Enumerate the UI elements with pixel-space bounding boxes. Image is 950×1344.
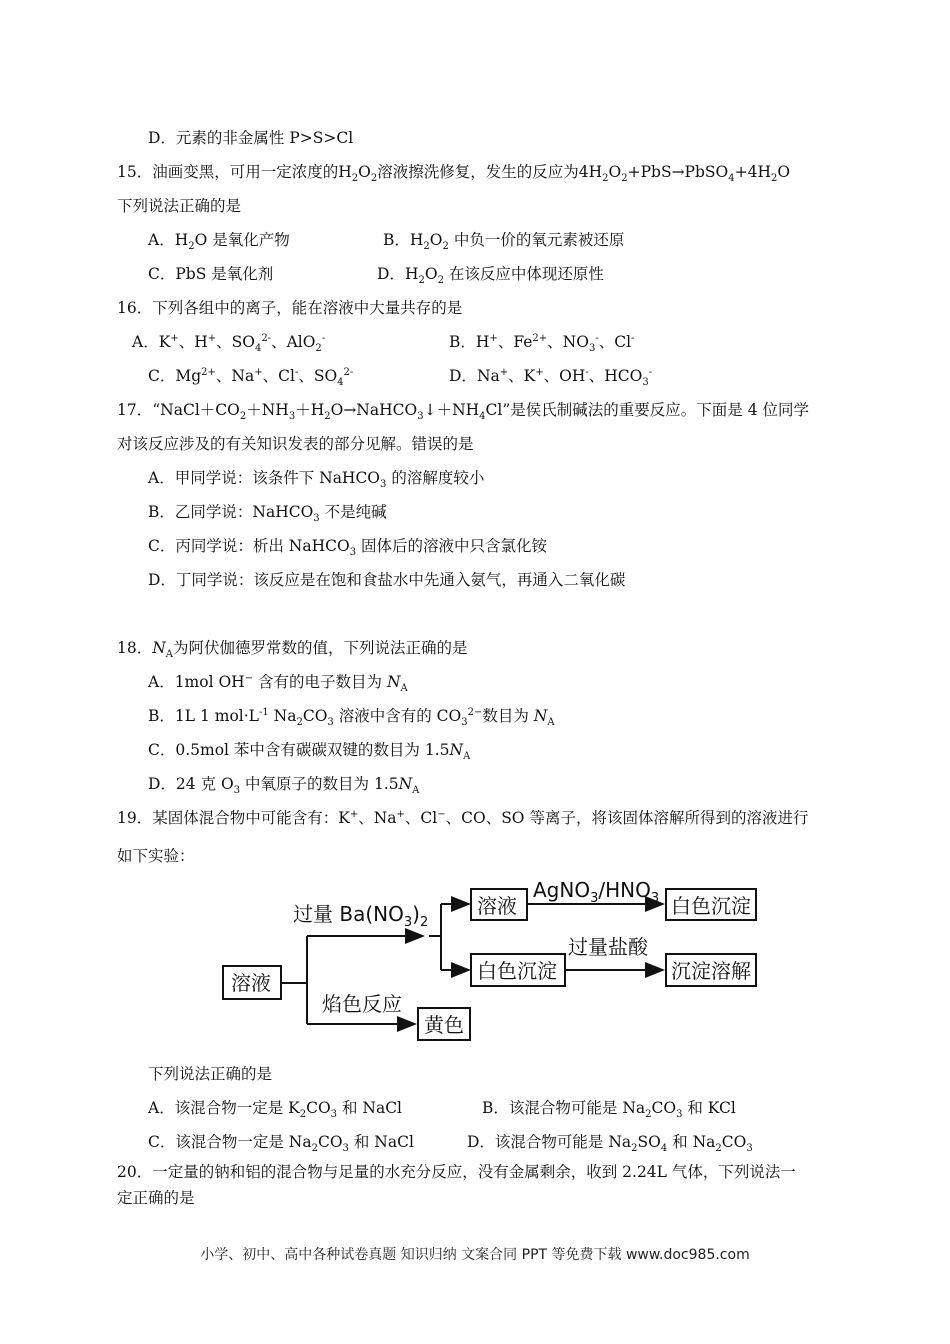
flow-reagent-2: $AgNO_3/HNO_3$ bbox=[533, 878, 660, 906]
flow-reagent-4: 焰色反应 bbox=[322, 992, 402, 1016]
q18-option-b: B．1L 1 $mol\cdot L^{-1}$ $Na_2CO_3$ 溶液中含有的 $CO_3^{2-}$数目为 $N_A$ bbox=[148, 706, 555, 729]
q14-option-d: D．元素的非金属性 P>S>Cl bbox=[148, 129, 354, 147]
q17-option-a: A．甲同学说：该条件下 NaHCO$_3$ 的溶解度较小 bbox=[148, 469, 485, 491]
flow-reagent-1: 过量 $Ba(NO_3)_2$ bbox=[293, 902, 429, 930]
q19-option-c: C．该混合物一定是 $Na_2CO_3$ 和 NaCl bbox=[148, 1133, 414, 1155]
q15-stem-cont: 下列说法正确的是 bbox=[117, 197, 242, 215]
q16-option-c: C．$Mg^{2+}$、Na+、Cl-、$SO_4^{2-}$ bbox=[148, 366, 354, 389]
q16-option-a: A．K+、H+、$SO_4^{2-}$、AlO$_2$- bbox=[132, 332, 326, 355]
q20-stem: 20．一定量的钠和铝的混合物与足量的水充分反应，没有金属剩余，收到 2.24L 气体，下列说法一 bbox=[117, 1163, 796, 1181]
q15-stem: 15．油画变黑，可用一定浓度的$H_2O_2$溶液擦洗修复，发生的反应为$4H_2O_2+PbS\to PbSO_4+4H_2O$ bbox=[117, 163, 791, 185]
q19-option-d: D．该混合物可能是 $Na_2SO_4$ 和 $Na_2CO_3$ bbox=[467, 1133, 753, 1155]
q15-option-b: B．$H_2O_2$ 中负一价的氧元素被还原 bbox=[383, 231, 625, 253]
q16-option-d: D．Na+、K+、OH-、$HCO_3^-$ bbox=[449, 366, 653, 389]
page-footer: 小学、初中、高中各种试卷真题 知识归纳 文案合同 PPT 等免费下载 www.doc985.com bbox=[200, 1247, 750, 1263]
flow-white-1-label: 白色沉淀 bbox=[671, 894, 751, 918]
q19-option-b: B．该混合物可能是 $Na_2CO_3$ 和 KCl bbox=[482, 1099, 736, 1121]
flow-yellow-label: 黄色 bbox=[424, 1013, 464, 1037]
q17-option-b: B．乙同学说：NaHCO$_3$ 不是纯碱 bbox=[148, 503, 387, 525]
q17-option-c: C．丙同学说：析出 NaHCO$_3$ 固体后的溶液中只含氯化铵 bbox=[148, 537, 548, 559]
q19-stem-cont: 如下实验： bbox=[117, 847, 195, 865]
q16-stem: 16．下列各组中的离子，能在溶液中大量共存的是 bbox=[117, 299, 463, 317]
q19-stem: 19．某固体混合物中可能含有：K+、Na+、Cl−、CO、SO 等离子，将该固体溶解所得到的溶液进行 bbox=[117, 808, 809, 827]
q17-stem: 17．“$NaCl+CO_2+NH_3+H_2O\to NaHCO_3↓+NH_4Cl$”是侯氏制碱法的重要反应。下面是 4 位同学 bbox=[117, 401, 809, 423]
q18-option-d: D．24 克 $O_3$ 中氧原子的数目为 $1.5N_A$ bbox=[148, 775, 420, 797]
flow-start-label: 溶液 bbox=[231, 971, 271, 995]
q18-option-a: A．1mol OH− 含有的电子数目为 $N_A$ bbox=[148, 672, 408, 695]
q19-ask: 下列说法正确的是 bbox=[148, 1065, 273, 1083]
q15-option-a: A．$H_2O$ 是氧化产物 bbox=[148, 231, 290, 253]
q20-stem-cont: 定正确的是 bbox=[117, 1189, 195, 1207]
flow-white-2-label: 白色沉淀 bbox=[477, 959, 557, 983]
q18-stem: 18．$N_A$为阿伏伽德罗常数的值，下列说法正确的是 bbox=[117, 639, 468, 661]
q17-option-d: D．丁同学说：该反应是在饱和食盐水中先通入氨气，再通入二氧化碳 bbox=[148, 571, 626, 589]
flow-solution-label: 溶液 bbox=[477, 894, 517, 918]
flow-dissolve-label: 沉淀溶解 bbox=[671, 959, 751, 983]
q18-option-c: C．0.5mol 苯中含有碳碳双键的数目为 $1.5N_A$ bbox=[148, 741, 471, 763]
q16-option-b: B．H+、$Fe^{2+}$、$NO_3^-$、Cl- bbox=[449, 332, 635, 355]
experiment-flow-diagram bbox=[215, 868, 775, 1048]
q15-option-c: C．PbS 是氧化剂 bbox=[148, 265, 274, 283]
q19-option-a: A．该混合物一定是 $K_2CO_3$ 和 NaCl bbox=[148, 1099, 403, 1121]
flow-reagent-3: 过量盐酸 bbox=[568, 935, 648, 959]
q17-stem-cont: 对该反应涉及的有关知识发表的部分见解。错误的是 bbox=[117, 435, 474, 453]
q15-option-d: D．$H_2O_2$ 在该反应中体现还原性 bbox=[377, 265, 604, 287]
